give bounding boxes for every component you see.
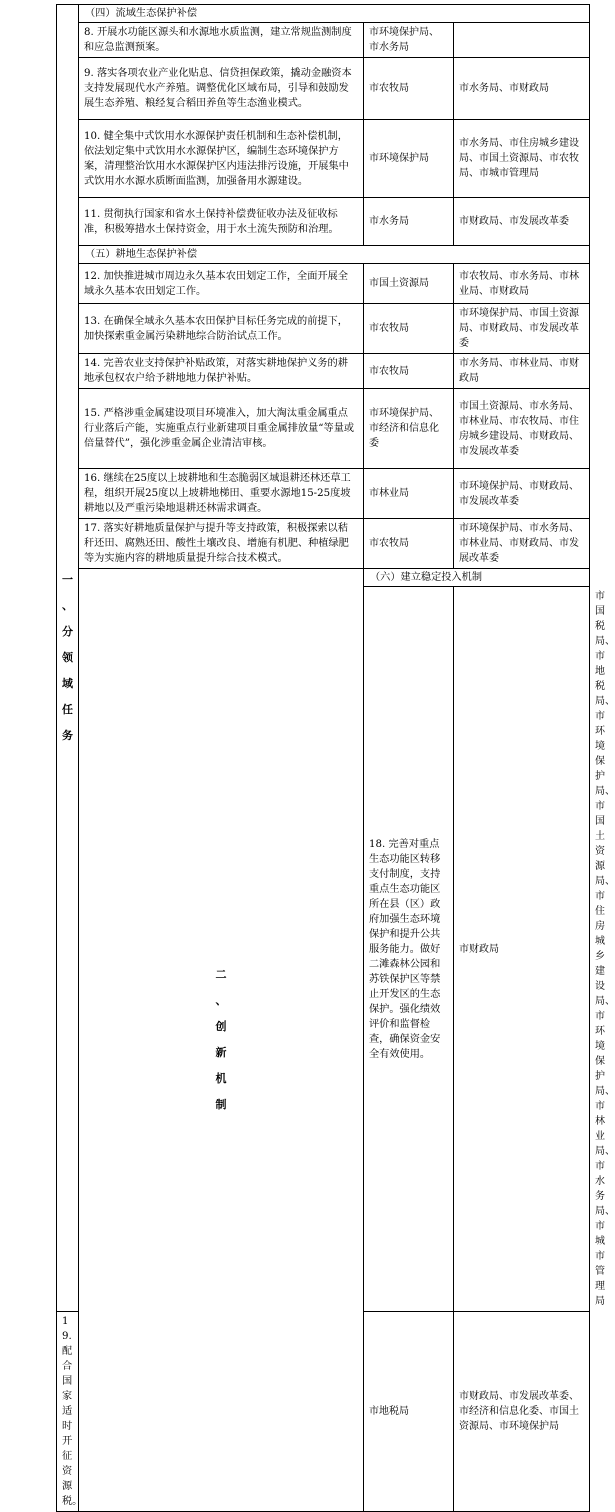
task-table: 一 、 分 领 域 任 务 （四）流域生态保护补偿 8. 开展水功能区源头和水源地水质监测，建立常规监测制度和应急监测预案。 市环境保护局、市水务局 9. 落实各项农业产业化贴息、信贷担保政策，撬动金融资本支持发展现代水产养殖。调整优化区域布局，引导和鼓励发展生态养殖、粮经复合稻田养鱼等生态渔业模式。 市农牧局 市水务局、市财政局 10. 健全集中式饮用水水源保护责任机制和生态补偿机制，依法划定集中式饮用水水源保护区，编制生态环境保护方案，清理整治饮用水水源保护区内违法排污设施，开展集中式饮用水水源水质断面监测，加强备用水源建设。 市环境保护局 市水务局、市住房城乡建设局、市国土资源局、市农牧局、市城市管理局 11. 贯彻执行国家和省水土保持补偿费征收办法及征收标准，积极筹措水土保持资金，用于水土流失预防和治理。 市水务局 市财政局、市发展改革委 （五）耕地生态保护补偿 12. 加快推进城市周边永久基本农田划定工作，全面开展全域永久基本农田划定工作。 市国土资源局 市农牧局、市水务局、市林业局、市财政局 13. 在确保全域永久基本农田保护目标任务完成的前提下，加快探索重金属污染耕地综合防治试点工作。 市农牧局 市环境保护局、市国土资源局、市财政局、市发展改革委 14. 完善农业支持保护补贴政策，对落实耕地保护义务的耕地承包权农户给予耕地地力保护补贴。 市农牧局 市水务局、市林业局、市财政局 15. 严格涉重金属建设项目环境准入，加大淘汰重金属重点行业落后产能，实施重点行业新建项目重金属排放量“等量或倍量替代”，强化涉重金属企业清洁审核。 市环境保护局、市经济和信息化委 市国土资源局、市水务局、市林业局、市农牧局、市住房城乡建设局、市财政局、市发展改革委 16. 继续在25度以上坡耕地和生态脆弱区域退耕还林还草工程，组织开展25度以上坡耕地梯田、重要水源地15-25度坡耕地以及严重污染地退耕还林需求调查。 市林业局 市环境保护局、市财政局、市发展改革委 17. 落实好耕地质量保护与提升等支持政策，积极探索以秸秆还田、腐熟还田、酸性土壤改良、增施有机肥、种植绿肥等为实施内容的耕地质量提升综合技术模式。 市农牧局 市环境保护局、市水务局、市林业局、市财政局、市发展改革委 二 、 创 新 机 制 （六）建立稳定投入机制 18. 完善对重点生态功能区转移支付制度，支持重点生态功能区所在县（区）政府加强生态环境保护和提升公共服务能力。做好二滩森林公园和苏铁保护区等禁止开发区的生态保护。强化绩效评价和监督检查，确保资金安全有效使用。 市财政局 市国税局、市地税局、市环境保护局、市国土资源局、市住房城乡建设局、市环境保护局、市林业局、市水务局、市城市管理局 19. 配合国家适时开征资源税。 市地税局 市财政局、市发展改革委、市经济和信息化委、市国土资源局、市环境保护局: [56, 4, 590, 1512]
lead-cell-11: 市水务局: [364, 198, 454, 246]
section-header-6: （六）建立稳定投入机制: [364, 569, 590, 587]
coop-cell-14: 市水务局、市林业局、市财政局: [454, 354, 590, 389]
lead-cell-14: 市农牧局: [364, 354, 454, 389]
task-cell-18: 18. 完善对重点生态功能区转移支付制度，支持重点生态功能区所在县（区）政府加强生态环境保护和提升公共服务能力。做好二滩森林公园和苏铁保护区等禁止开发区的生态保护。强化绩效评价和监督检查，确保资金安全有效使用。: [364, 587, 454, 1312]
task-cell-13: 13. 在确保全域永久基本农田保护目标任务完成的前提下，加快探索重金属污染耕地综合防治试点工作。: [79, 304, 364, 354]
category-label-2: 二 、 创 新 机 制: [215, 968, 227, 1111]
lead-cell-12: 市国土资源局: [364, 264, 454, 304]
coop-cell-10: 市水务局、市住房城乡建设局、市国土资源局、市农牧局、市城市管理局: [454, 120, 590, 198]
lead-cell-15: 市环境保护局、市经济和信息化委: [364, 389, 454, 469]
task-cell-10: 10. 健全集中式饮用水水源保护责任机制和生态补偿机制，依法划定集中式饮用水水源保护区，编制生态环境保护方案，清理整治饮用水水源保护区内违法排污设施，开展集中式饮用水水源水质断面监测，加强备用水源建设。: [79, 120, 364, 198]
task-cell-14: 14. 完善农业支持保护补贴政策，对落实耕地保护义务的耕地承包权农户给予耕地地力保护补贴。: [79, 354, 364, 389]
task-cell-19: 19. 配合国家适时开征资源税。: [57, 1312, 79, 1512]
category-cell-1: [57, 5, 79, 1312]
coop-cell-8: [454, 23, 590, 58]
task-cell-8: 8. 开展水功能区源头和水源地水质监测，建立常规监测制度和应急监测预案。: [79, 23, 364, 58]
coop-cell-9: 市水务局、市财政局: [454, 58, 590, 120]
lead-cell-13: 市农牧局: [364, 304, 454, 354]
task-cell-15: 15. 严格涉重金属建设项目环境准入，加大淘汰重金属重点行业落后产能，实施重点行业新建项目重金属排放量“等量或倍量替代”，强化涉重金属企业清洁审核。: [79, 389, 364, 469]
coop-cell-11: 市财政局、市发展改革委: [454, 198, 590, 246]
lead-cell-18: 市财政局: [454, 587, 590, 1312]
task-cell-16: 16. 继续在25度以上坡耕地和生态脆弱区域退耕还林还草工程，组织开展25度以上坡耕地梯田、重要水源地15-25度坡耕地以及严重污染地退耕还林需求调查。: [79, 469, 364, 519]
lead-cell-10: 市环境保护局: [364, 120, 454, 198]
coop-cell-15: 市国土资源局、市水务局、市林业局、市农牧局、市住房城乡建设局、市财政局、市发展改革委: [454, 389, 590, 469]
task-cell-9: 9. 落实各项农业产业化贴息、信贷担保政策，撬动金融资本支持发展现代水产养殖。调整优化区域布局，引导和鼓励发展生态养殖、粮经复合稻田养鱼等生态渔业模式。: [79, 58, 364, 120]
lead-cell-17: 市农牧局: [364, 519, 454, 569]
coop-cell-16: 市环境保护局、市财政局、市发展改革委: [454, 469, 590, 519]
task-cell-12: 12. 加快推进城市周边永久基本农田划定工作，全面开展全域永久基本农田划定工作。: [79, 264, 364, 304]
coop-cell-13: 市环境保护局、市国土资源局、市财政局、市发展改革委: [454, 304, 590, 354]
coop-cell-17: 市环境保护局、市水务局、市林业局、市财政局、市发展改革委: [454, 519, 590, 569]
lead-cell-8: 市环境保护局、市水务局: [364, 23, 454, 58]
task-cell-11: 11. 贯彻执行国家和省水土保持补偿费征收办法及征收标准，积极筹措水土保持资金，用于水土流失预防和治理。: [79, 198, 364, 246]
lead-cell-16: 市林业局: [364, 469, 454, 519]
coop-cell-12: 市农牧局、市水务局、市林业局、市财政局: [454, 264, 590, 304]
task-cell-17: 17. 落实好耕地质量保护与提升等支持政策，积极探索以秸秆还田、腐熟还田、酸性土壤改良、增施有机肥、种植绿肥等为实施内容的耕地质量提升综合技术模式。: [79, 519, 364, 569]
section-header-5: （五）耕地生态保护补偿: [79, 246, 590, 264]
coop-cell-19: 市财政局、市发展改革委、市经济和信息化委、市国土资源局、市环境保护局: [454, 1312, 590, 1512]
category-label-1: 一 、 分 领 域 任 务: [62, 573, 73, 742]
category-cell-2: [79, 569, 364, 1512]
lead-cell-19: 市地税局: [364, 1312, 454, 1512]
section-header-4: （四）流域生态保护补偿: [79, 5, 590, 23]
lead-cell-9: 市农牧局: [364, 58, 454, 120]
